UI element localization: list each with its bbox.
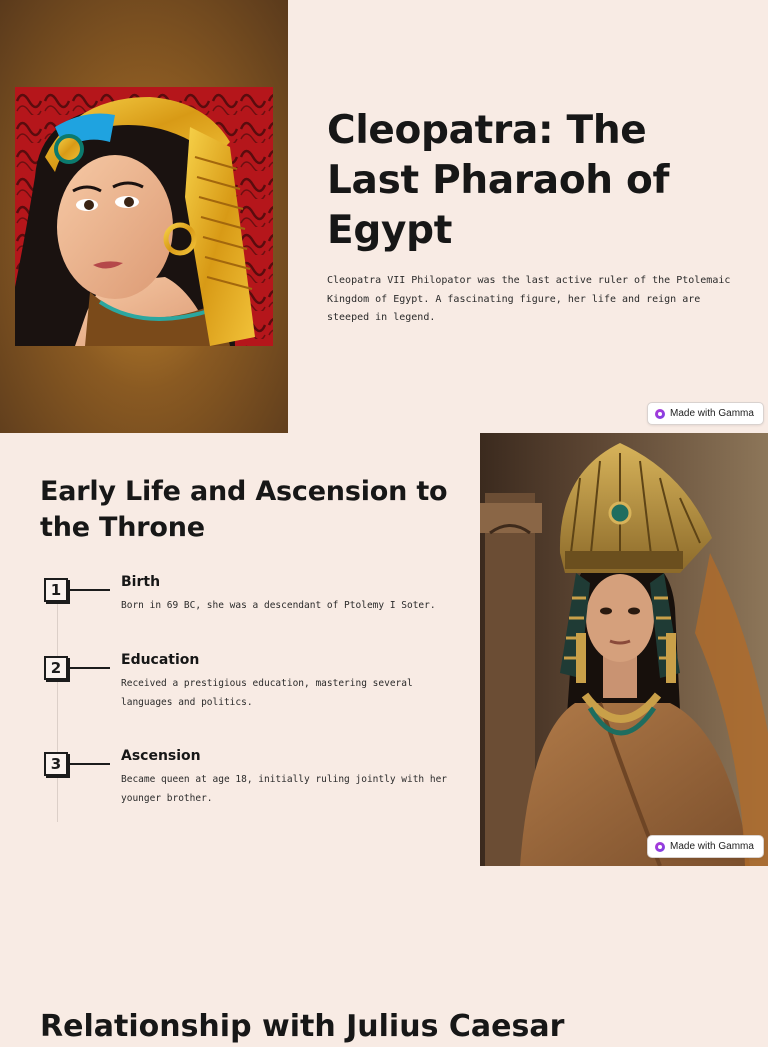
step-title: Education <box>121 652 200 668</box>
step-title: Birth <box>121 574 161 590</box>
title-slide <box>0 0 768 433</box>
intro-paragraph: Cleopatra VII Philopator was the last active ruler of the Ptolemaic Kingdom of Egypt. A fascinating figure, her life and reign are steeped in legend. <box>327 275 731 323</box>
step-text: Born in 69 BC, she was a descendant of Ptolemy I Soter. <box>121 600 436 611</box>
cleopatra-photo <box>480 433 768 866</box>
badge-label: Made with Gamma <box>670 408 754 419</box>
step-number: 1 <box>44 578 68 602</box>
badge-label: Made with Gamma <box>670 841 754 852</box>
section-heading: Relationship with Julius Caesar <box>40 1009 565 1044</box>
step-connector <box>70 589 110 591</box>
step-title: Ascension <box>121 748 201 764</box>
cleopatra-portrait-panel <box>0 0 288 433</box>
made-with-gamma-badge[interactable] <box>647 835 764 858</box>
page-title: Cleopatra: The Last Pharaoh of Egypt <box>327 108 670 253</box>
timeline-line <box>57 590 58 822</box>
gamma-logo-icon <box>655 409 665 419</box>
step-connector <box>70 667 110 669</box>
step-connector <box>70 763 110 765</box>
step-number: 2 <box>44 656 68 680</box>
cleopatra-illustration <box>15 87 273 346</box>
section-heading: Early Life and Ascension to the Throne <box>40 476 448 543</box>
made-with-gamma-badge[interactable] <box>647 402 764 425</box>
gamma-logo-icon <box>655 842 665 852</box>
step-text: Became queen at age 18, initially ruling jointly with her younger brother. <box>121 774 448 804</box>
step-text: Received a prestigious education, mastering several languages and politics. <box>121 678 413 708</box>
step-number: 3 <box>44 752 68 776</box>
